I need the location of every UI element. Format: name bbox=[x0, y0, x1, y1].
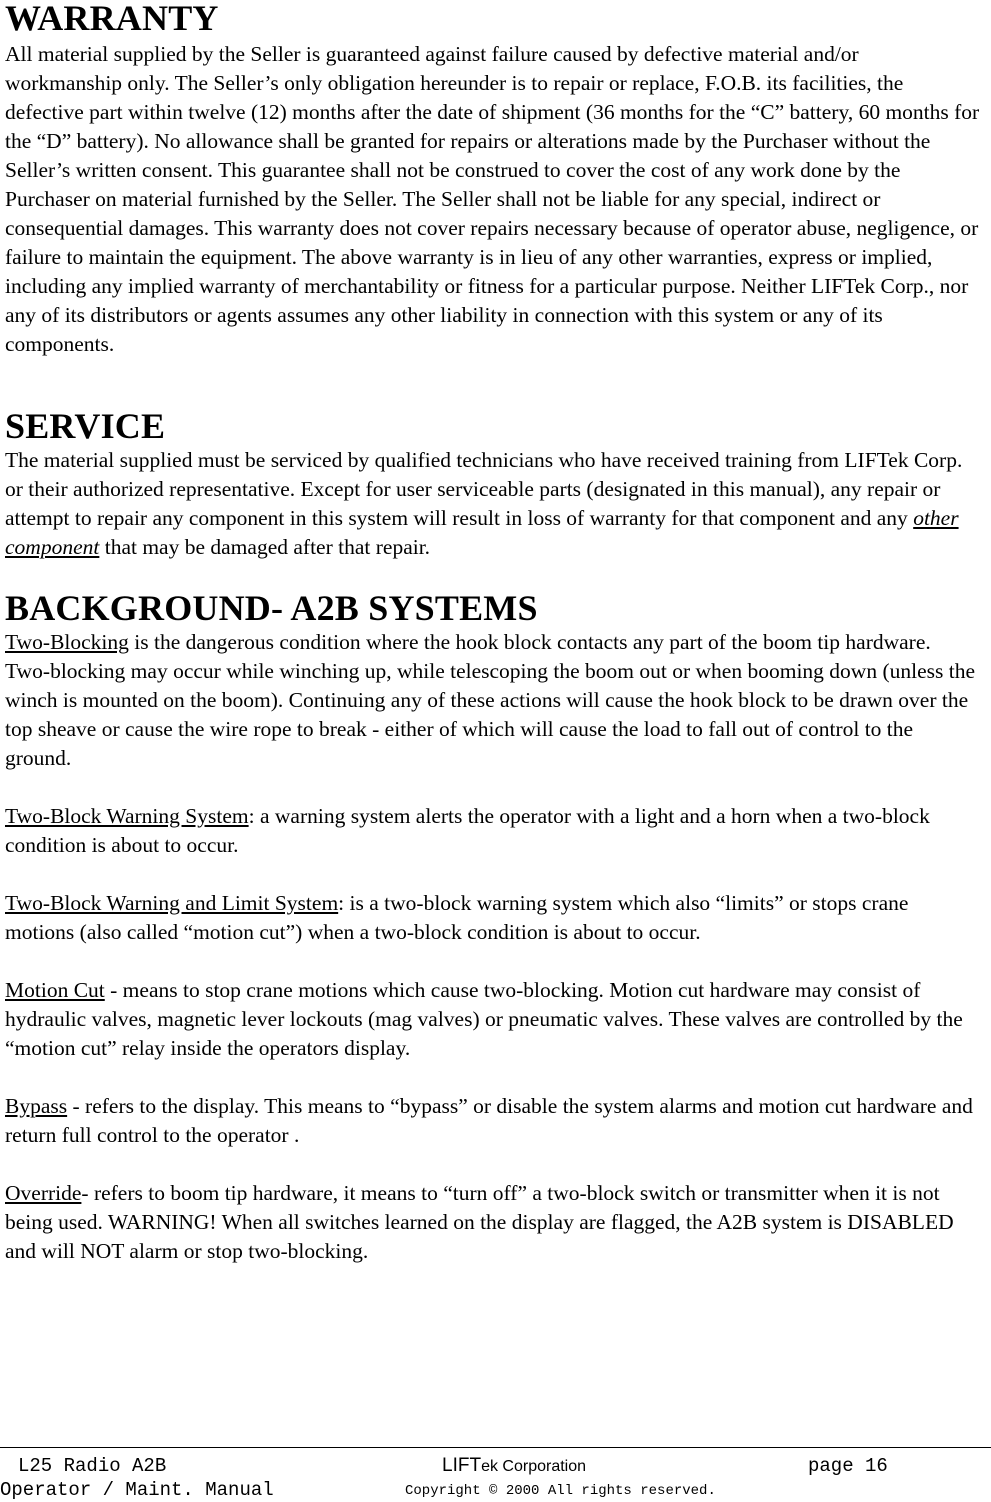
definition-motion-cut bbox=[5, 976, 980, 1063]
definition-text: : is a two-block warning system which also “limits” or stops crane motions (also called “motion cut”) when a two-block condition is about to occur. bbox=[5, 891, 909, 944]
service-body-text: The material supplied must be serviced by qualified technicians who have received training from LIFTek Corp. or their authorized representative. Except for user serviceable parts (designated in this manual), any repair or attempt to repair any component in this system will result in loss of warranty for that component and any bbox=[5, 448, 963, 530]
service-body-text-end: that may be damaged after that repair. bbox=[99, 535, 431, 559]
page-footer bbox=[0, 1452, 991, 1499]
definition-two-blocking bbox=[5, 628, 980, 773]
definition-term: Two-Block Warning System bbox=[5, 804, 249, 828]
footer-page-number: page 16 bbox=[808, 1455, 888, 1477]
warranty-section bbox=[5, 0, 980, 359]
definition-term: Two-Blocking bbox=[5, 630, 129, 654]
definition-override bbox=[5, 1179, 980, 1266]
footer-doc-title: L25 Radio A2B bbox=[18, 1455, 167, 1477]
definition-text: : a warning system alerts the operator with a light and a horn when a two-block condition is about to occur. bbox=[5, 804, 930, 857]
definition-text: - refers to boom tip hardware, it means to “turn off” a two-block switch or transmitter when it is not being used. WARNING! When all switches learned on the display are flagged, the A2B system is DISABLED and will NOT alarm or stop two-blocking. bbox=[5, 1181, 954, 1263]
definition-text: - refers to the display. This means to “bypass” or disable the system alarms and motion cut hardware and return full control to the operator . bbox=[5, 1094, 973, 1147]
definition-two-block-warning-and-limit-system bbox=[5, 889, 980, 947]
definition-term: Override bbox=[5, 1181, 82, 1205]
definition-term: Two-Block Warning and Limit System bbox=[5, 891, 339, 915]
footer-copyright: Copyright © 2000 All rights reserved. bbox=[405, 1483, 716, 1499]
footer-divider bbox=[0, 1447, 991, 1448]
definition-term: Motion Cut bbox=[5, 978, 105, 1002]
service-body bbox=[5, 446, 980, 562]
definition-text: - means to stop crane motions which cause two-blocking. Motion cut hardware may consist of hydraulic valves, magnetic lever lockouts (mag valves) or pneumatic valves. These valves are controlled by the “motion cut” relay inside the operators display. bbox=[5, 978, 963, 1060]
definition-two-block-warning-system bbox=[5, 802, 980, 860]
warranty-heading: WARRANTY bbox=[5, 0, 219, 38]
definition-bypass bbox=[5, 1092, 980, 1150]
service-heading: SERVICE bbox=[5, 406, 166, 446]
definition-term: Bypass bbox=[5, 1094, 68, 1118]
footer-doc-subtitle: Operator / Maint. Manual bbox=[0, 1479, 274, 1501]
warranty-body: All material supplied by the Seller is guaranteed against failure caused by defective material and/or workmanship only. The Seller’s only obligation hereunder is to repair or replace, F.O.B. its facilities, the defective part within twelve (12) months after the date of shipment (36 months for the “C” battery, 60 months for the “D” battery). No allowance shall be granted for repairs or alterations made by the Purchaser without the Seller’s written consent. This guarantee shall not be construed to cover the cost of any work done by the Purchaser on material furnished by the Seller. The Seller shall not be liable for any special, indirect or consequential damages. This warranty does not cover repairs necessary because of operator abuse, negligence, or failure to maintain the equipment. The above warranty is in lieu of any other warranties, express or implied, including any implied warranty of merchantability or fitness for a particular purpose. Neither LIFTek Corp., nor any of its distributors or agents assumes any other liability in connection with this system or any of its components. bbox=[5, 42, 980, 356]
background-section bbox=[5, 590, 980, 1266]
footer-company bbox=[442, 1453, 586, 1479]
service-emphasis: other component bbox=[5, 506, 959, 559]
footer-company-lift: LIFT bbox=[442, 1455, 482, 1476]
background-heading: BACKGROUND- A2B SYSTEMS bbox=[5, 588, 538, 628]
service-section bbox=[5, 408, 980, 562]
definition-text: is the dangerous condition where the hook block contacts any part of the boom tip hardware. Two-blocking may occur while winching up, while telescoping the boom out or when booming down (unless the winch is mounted on the boom). Continuing any of these actions will cause the hook block to be drawn over the top sheave or cause the wire rope to break - either of which will cause the load to fall out of control to the ground. bbox=[5, 630, 975, 770]
footer-company-rest: ek Corporation bbox=[481, 1458, 587, 1475]
